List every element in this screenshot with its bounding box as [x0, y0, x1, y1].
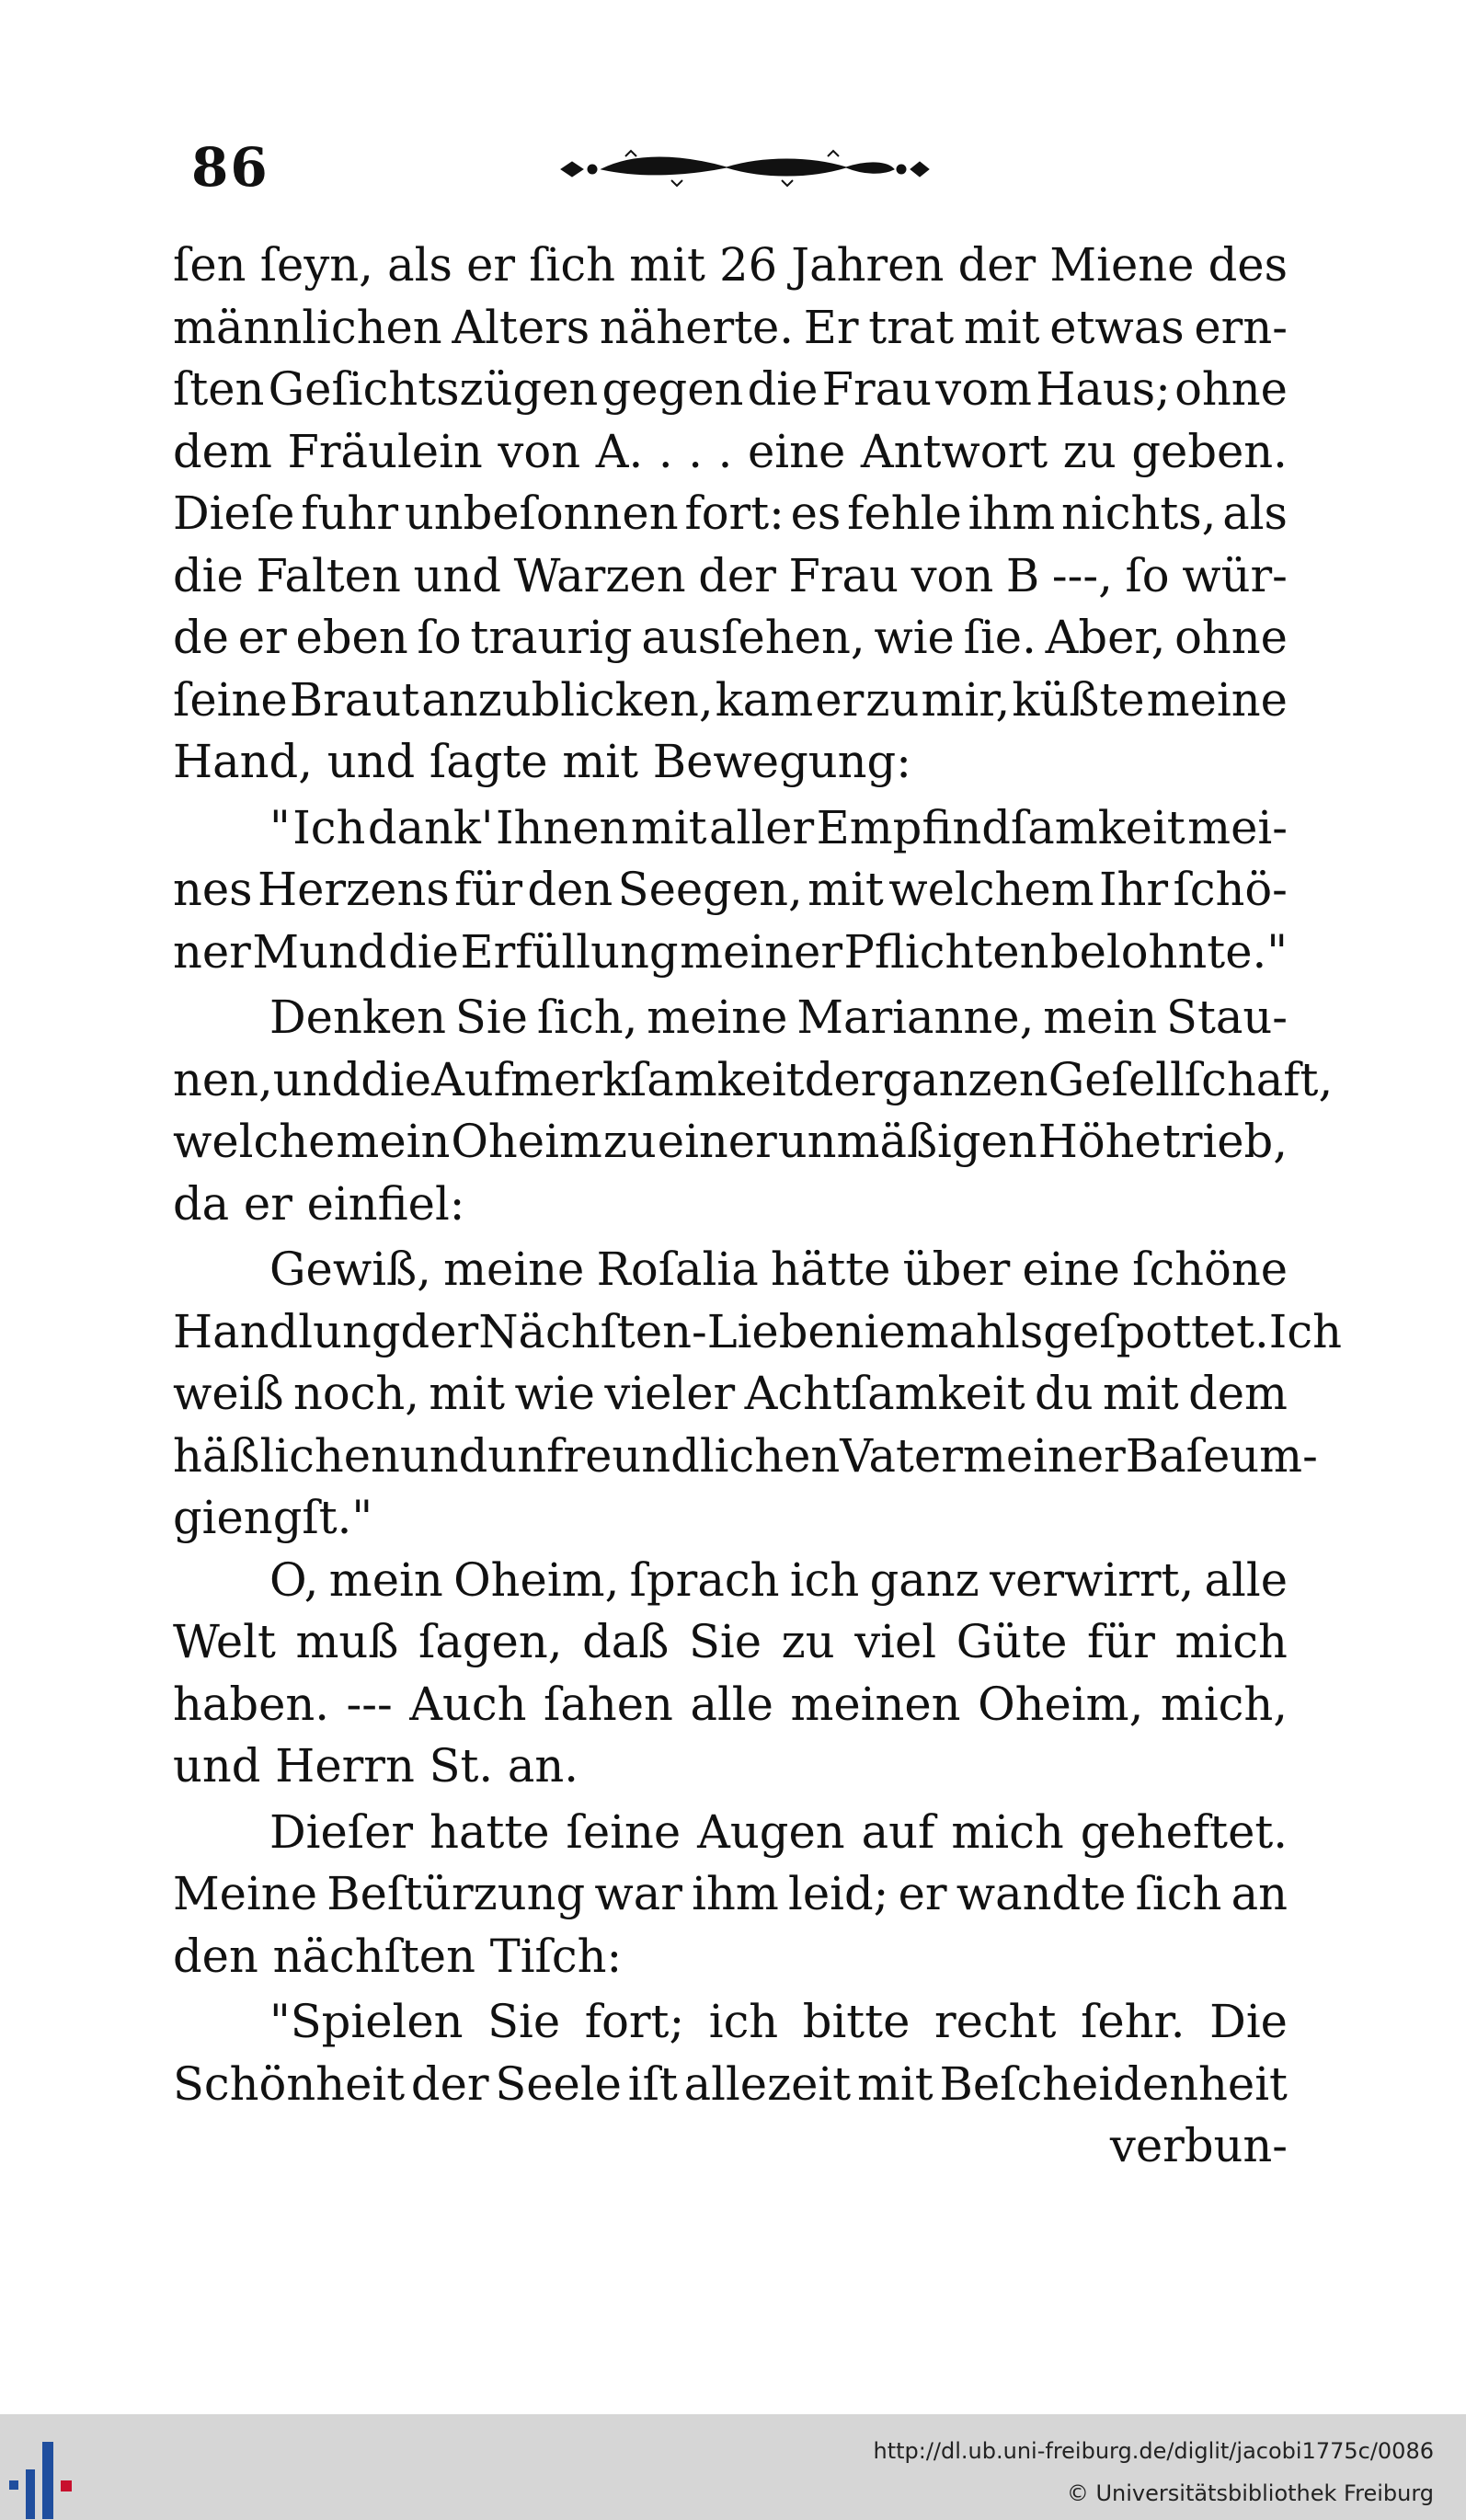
word: trat [868, 300, 955, 354]
word: ihm [968, 487, 1056, 540]
word: Die [1209, 1995, 1288, 2048]
word: gegen [601, 362, 744, 416]
word: und [272, 1052, 361, 1106]
word: ner [173, 924, 251, 979]
catchword: verbun- [1109, 2119, 1288, 2172]
source-url-link[interactable]: http://dl.ub.uni-freiburg.de/diglit/jacobi1775c/0086 [873, 2438, 1434, 2464]
text-line [173, 1611, 1288, 1674]
library-logo-icon[interactable] [9, 2442, 90, 2519]
paragraph [173, 1802, 1288, 1988]
text-line [173, 421, 1288, 484]
text-line: Hand, und ſagte mit Bewegung: [173, 735, 911, 788]
word: niemahls [834, 1304, 1044, 1358]
text-line [173, 1363, 1288, 1426]
word: zu [781, 1615, 835, 1668]
word: es [790, 487, 842, 540]
word: mit [963, 300, 1040, 354]
word: mir, [921, 672, 1011, 727]
word: nen, [173, 1052, 273, 1106]
word: noch, [292, 1367, 419, 1420]
word: alle [690, 1677, 773, 1731]
word: dem [1188, 1367, 1288, 1420]
text-line [173, 1301, 1342, 1364]
footer-bar [0, 2414, 1466, 2520]
word: Mund [252, 924, 387, 979]
word: eine [1022, 1243, 1120, 1296]
paragraph [173, 797, 1288, 984]
word: Sie [454, 991, 528, 1044]
word: als [387, 238, 452, 292]
paragraph [173, 1239, 1342, 1550]
word: Antwort [860, 424, 1048, 478]
word: einer [657, 1115, 777, 1168]
word: die [388, 924, 459, 979]
word: der [804, 1052, 883, 1106]
word: ſo [417, 611, 462, 664]
word: iſt [627, 2056, 678, 2111]
text-line [173, 483, 1288, 545]
word: Oheim, [453, 1552, 620, 1607]
word: ſchö- [1173, 863, 1288, 916]
word: ---, [1051, 548, 1113, 602]
word: und [399, 1428, 488, 1483]
word: kam [715, 672, 814, 727]
word: mit [429, 1367, 506, 1420]
word: haben. [173, 1677, 329, 1731]
copyright-notice: © Universitätsbibliothek Freiburg [1066, 2480, 1434, 2506]
text-line [173, 1111, 1288, 1174]
word: Marianne, [796, 991, 1035, 1044]
word: daß [582, 1615, 670, 1668]
word: Nächſten-Liebe [478, 1304, 835, 1358]
word: . [688, 424, 703, 478]
word: ſprach [629, 1552, 780, 1607]
word: 26 [719, 238, 778, 292]
word: Miene [1049, 238, 1195, 292]
word: Seele [495, 2056, 622, 2111]
word: wandte [956, 1867, 1127, 1920]
word: Erfüllung [460, 924, 679, 979]
word: wür- [1182, 548, 1288, 602]
word: hatte [429, 1804, 550, 1859]
word: Dieſe [173, 487, 295, 540]
word: zu [1062, 424, 1117, 478]
word: Herzens [257, 863, 450, 916]
word: Gewiß, [269, 1243, 431, 1296]
word: Warzen [513, 548, 686, 602]
text-line [173, 1674, 1288, 1736]
word: Ihr [1098, 863, 1169, 916]
word: Alters [452, 300, 590, 354]
word: Höhe [1037, 1115, 1162, 1168]
word: bitte [802, 1995, 911, 2048]
word: aller [709, 800, 815, 854]
word: ſeine [566, 1804, 681, 1859]
word: trieb, [1162, 1115, 1288, 1168]
word: Ich [292, 800, 366, 854]
word: weiß [173, 1367, 284, 1420]
word: traurig [470, 611, 633, 664]
word: Haus; [1036, 362, 1171, 416]
word: eine [747, 424, 846, 478]
word: über [902, 1243, 1011, 1296]
word: ſten [173, 362, 265, 416]
word: Schönheit [173, 2056, 406, 2111]
text-line [173, 1239, 1288, 1301]
word: ſagen, [418, 1615, 563, 1668]
word: vieler [604, 1367, 736, 1420]
word: leid; [788, 1867, 889, 1920]
word: mit [1103, 1367, 1179, 1420]
word: meiner [680, 924, 842, 979]
text-line [173, 1802, 1288, 1864]
text-line [173, 1049, 1334, 1112]
word: geben. [1131, 424, 1288, 478]
word: nichts, [1061, 487, 1217, 540]
word: geheftet. [1080, 1804, 1288, 1859]
word: ihm [692, 1867, 779, 1920]
word: fuhr [301, 487, 398, 540]
word: Ich [1268, 1304, 1342, 1358]
word: für [454, 863, 523, 916]
word: ſich [1135, 1867, 1222, 1920]
word: ſich [529, 238, 615, 292]
word: alle [1204, 1552, 1288, 1607]
word: er [898, 1867, 947, 1920]
word: und [413, 548, 501, 602]
word: fehle [847, 487, 962, 540]
text-line [173, 670, 1288, 732]
word: . [717, 424, 733, 478]
word: meine [1146, 672, 1288, 727]
word: wie [514, 1367, 595, 1420]
text-line [173, 797, 1288, 860]
word: Aber, [1045, 611, 1166, 664]
word: Pflichten [843, 924, 1049, 979]
word: Güte [956, 1615, 1068, 1668]
word: ſo [1125, 548, 1170, 602]
word: Aufmerkſamkeit [431, 1052, 805, 1106]
text-line [173, 987, 1288, 1049]
word: küßte [1012, 672, 1145, 727]
paragraph [173, 1991, 1288, 2115]
word: ſich, [536, 991, 638, 1044]
word: Dieſer [269, 1804, 414, 1859]
word: wie [874, 611, 955, 664]
text-line: da er einfiel: [173, 1176, 465, 1231]
word: um- [1230, 1428, 1318, 1483]
word: mich [1174, 1615, 1288, 1668]
word: von [911, 548, 994, 602]
word: recht [934, 1995, 1057, 2048]
word: Achtſamkeit [744, 1367, 1025, 1420]
word: die [747, 362, 819, 416]
word: meiner [962, 1428, 1126, 1483]
word: fort; [584, 1995, 685, 2048]
word: welche [173, 1115, 336, 1168]
word: . [658, 424, 673, 478]
word: häßlichen [173, 1428, 400, 1483]
word: mit [630, 800, 707, 854]
word: Auch [409, 1677, 527, 1731]
word: er [237, 611, 287, 664]
word: ſahen [544, 1677, 673, 1731]
text-line [173, 359, 1288, 421]
word: meine [647, 991, 788, 1044]
word: Augen [697, 1804, 845, 1859]
word: de [173, 611, 229, 664]
word: Jahren [791, 238, 945, 292]
text-line [173, 297, 1288, 360]
word: Denken [269, 991, 447, 1044]
page-number: 86 [191, 136, 269, 199]
word: ſeyn, [259, 238, 373, 292]
text-line [173, 1550, 1288, 1612]
word: B [1005, 548, 1040, 602]
body-text [173, 235, 1342, 2178]
word: nes [173, 863, 253, 916]
word: mich, [1160, 1677, 1288, 1731]
text-line [173, 859, 1288, 922]
word: für [1087, 1615, 1155, 1668]
word: den [527, 863, 613, 916]
word: zu [865, 672, 920, 727]
word: Geſichtszügen [268, 362, 599, 416]
word: Stau- [1166, 991, 1288, 1044]
word: mein [1043, 991, 1158, 1044]
text-line: den nächſten Tiſch: [173, 1929, 623, 1983]
decorative-vignette-icon [552, 147, 931, 191]
word: der [400, 1304, 479, 1358]
word: Baſe [1125, 1428, 1231, 1483]
text-line [173, 607, 1288, 670]
word: an [1231, 1867, 1288, 1920]
word: mit [629, 238, 705, 292]
word: vom [935, 362, 1032, 416]
word: hätte [770, 1243, 891, 1296]
word: zu [602, 1115, 657, 1168]
word: anzublicken, [421, 672, 714, 727]
word: ern- [1194, 300, 1288, 354]
word: Ihnen [495, 800, 629, 854]
text-line: und Herrn St. an. [173, 1739, 578, 1793]
word: meinen [790, 1677, 961, 1731]
text-line [173, 1863, 1288, 1926]
word: mit [807, 863, 884, 916]
word: der [698, 548, 776, 602]
word: viel [854, 1615, 937, 1668]
word: fort: [684, 487, 785, 540]
paragraph [173, 235, 1288, 794]
word: die [173, 548, 244, 602]
word: ganz [869, 1552, 979, 1607]
word: etwas [1049, 300, 1185, 354]
word: belohnte." [1049, 924, 1288, 979]
word: Geſellſchaft, [1048, 1052, 1334, 1106]
word: des [1208, 238, 1288, 292]
word: auf [861, 1804, 935, 1859]
word: unmäßigen [777, 1115, 1037, 1168]
word: Seegen, [617, 863, 803, 916]
word: mit [856, 2056, 933, 2111]
word: Welt [173, 1615, 276, 1668]
word: von [498, 424, 581, 478]
word: Empfindſamkeit [816, 800, 1185, 854]
word: eben [295, 611, 408, 664]
text-line [173, 2054, 1288, 2116]
word: Fräulein [287, 424, 483, 478]
word: Sie [487, 1995, 561, 2048]
word: ſchöne [1132, 1243, 1288, 1296]
word: ich [708, 1995, 779, 2048]
word: allezeit [683, 2056, 852, 2111]
word: ohne [1174, 362, 1288, 416]
word: Frau [788, 548, 899, 602]
word: ich [789, 1552, 860, 1607]
paragraph [173, 1550, 1288, 1798]
word: "Spielen [269, 1995, 464, 2048]
word: Meine [173, 1867, 317, 1920]
word: er [815, 672, 865, 727]
word: Er [803, 300, 859, 354]
word: Oheim [451, 1115, 602, 1168]
word: --- [346, 1677, 393, 1731]
word: ganzen [882, 1052, 1048, 1106]
word: Frau [821, 362, 933, 416]
word: " [269, 800, 291, 854]
text-line [173, 235, 1288, 297]
word: unfreundlichen [487, 1428, 841, 1483]
word: mein [336, 1115, 451, 1168]
word: Beſtürzung [326, 1867, 586, 1920]
word: verwirrt, [990, 1552, 1195, 1607]
text-line [173, 545, 1288, 608]
word: muß [295, 1615, 399, 1668]
word: dank' [367, 800, 494, 854]
word: A. [595, 424, 644, 478]
word: Falten [256, 548, 401, 602]
text-line: giengſt." [173, 1491, 373, 1544]
word: Oheim, [978, 1677, 1144, 1731]
word: er [466, 238, 516, 292]
text-line [173, 1991, 1288, 2054]
word: mei- [1187, 800, 1288, 854]
word: die [361, 1052, 432, 1106]
text-line [173, 922, 1288, 984]
word: Braut [289, 672, 420, 727]
word: geſpottet. [1043, 1304, 1269, 1358]
word: war [594, 1867, 682, 1920]
word: Handlung [173, 1304, 401, 1358]
word: meine [443, 1243, 585, 1296]
word: welchem [888, 863, 1094, 916]
word: männlichen [173, 300, 442, 354]
text-line [173, 1426, 1318, 1488]
word: ausſehen, [641, 611, 865, 664]
word: Vater [840, 1428, 963, 1483]
word: ſen [173, 238, 246, 292]
word: näherte. [599, 300, 795, 354]
word: ſeine [173, 672, 288, 727]
word: ſie. [963, 611, 1037, 664]
word: du [1035, 1367, 1094, 1420]
word: Roſalia [596, 1243, 759, 1296]
word: dem [173, 424, 272, 478]
paragraph [173, 987, 1334, 1235]
word: der [410, 2056, 489, 2111]
word: als [1222, 487, 1288, 540]
word: unbeſonnen [404, 487, 679, 540]
word: Sie [688, 1615, 762, 1668]
word: mich [951, 1804, 1064, 1859]
word: ohne [1174, 611, 1288, 664]
word: Beſcheidenheit [939, 2056, 1288, 2111]
word: mein [328, 1552, 443, 1607]
word: der [957, 238, 1037, 292]
word: O, [269, 1552, 319, 1607]
word: ſehr. [1081, 1995, 1185, 2048]
